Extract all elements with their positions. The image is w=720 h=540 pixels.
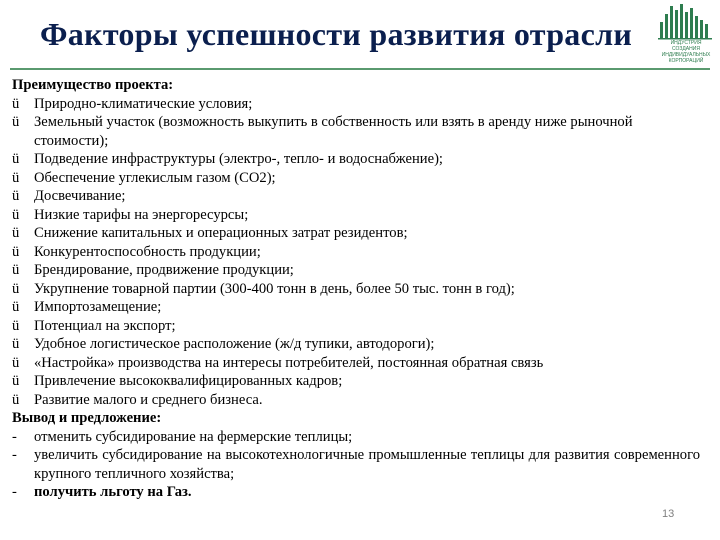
dash-marker: - <box>12 428 17 445</box>
checkmark-icon: ü <box>12 169 20 186</box>
checkmark-icon: ü <box>12 243 20 260</box>
company-logo <box>654 2 718 66</box>
advantage-item <box>12 317 700 336</box>
advantage-item <box>12 354 700 373</box>
checkmark-icon: ü <box>12 299 20 315</box>
checkmark-icon: ü <box>12 373 20 389</box>
dash-marker: - <box>12 447 17 463</box>
checkmark-icon: ü <box>12 262 20 278</box>
building-bars-icon <box>654 2 718 40</box>
advantage-item <box>12 372 700 391</box>
checkmark-icon: ü <box>12 336 20 352</box>
advantage-text: Досвечивание; <box>34 188 126 204</box>
logo-caption <box>654 40 718 64</box>
advantage-item <box>12 261 700 280</box>
conclusion-heading: Вывод и предложение: <box>12 410 162 426</box>
slide-title: Факторы успешности развития отрасли <box>40 16 633 52</box>
advantage-text: Природно-климатические условия; <box>34 95 253 112</box>
conclusion-text: увеличить субсидирование на высокотехнологичные промышленные теплицы для развития современного крупного тепличного хозяйства; <box>34 447 700 482</box>
logo-line: ИНДИВИДУАЛЬНЫХ <box>661 52 711 58</box>
advantage-item <box>12 150 700 169</box>
advantage-text: Потенциал на экспорт; <box>34 317 176 334</box>
logo-line: КОРПОРАЦИЙ <box>668 58 704 64</box>
advantage-text: Укрупнение товарной партии (300-400 тонн в день, более 50 тыс. тонн в год); <box>34 280 515 297</box>
conclusion-list <box>12 428 700 502</box>
checkmark-icon: ü <box>12 206 20 223</box>
slide-body <box>12 76 700 502</box>
advantage-item <box>12 169 700 188</box>
advantage-text: Снижение капитальных и операционных затрат резидентов; <box>34 225 408 241</box>
checkmark-icon: ü <box>12 114 20 130</box>
checkmark-icon: ü <box>12 188 20 204</box>
advantage-text: Импортозамещение; <box>34 299 162 315</box>
advantage-text: Привлечение высококвалифицированных кадров; <box>34 373 343 389</box>
checkmark-icon: ü <box>12 354 20 371</box>
logo-line: ИНДУСТРИЯ <box>670 40 702 46</box>
advantage-text: Развитие малого и среднего бизнеса. <box>34 391 263 408</box>
advantage-item <box>12 298 700 317</box>
advantage-item <box>12 335 700 354</box>
advantage-item <box>12 95 700 114</box>
advantages-heading: Преимущество проекта: <box>12 77 174 93</box>
dash-marker: - <box>12 484 17 500</box>
advantage-text: Удобное логистическое расположение (ж/д тупики, автодороги); <box>34 336 435 352</box>
advantage-text: «Настройка» производства на интересы потребителей, постоянная обратная связь <box>34 354 544 371</box>
advantage-item <box>12 391 700 410</box>
conclusion-item <box>12 483 700 502</box>
advantage-item <box>12 206 700 225</box>
conclusion-item <box>12 446 700 483</box>
conclusion-text: отменить субсидирование на фермерские теплицы; <box>34 428 353 445</box>
advantage-text: Подведение инфраструктуры (электро-, тепло- и водоснабжение); <box>34 151 443 167</box>
advantage-text: Брендирование, продвижение продукции; <box>34 262 294 278</box>
advantage-text: Земельный участок (возможность выкупить в собственность или взять в аренду ниже рыночной стоимости); <box>34 114 633 149</box>
advantage-text: Конкурентоспособность продукции; <box>34 243 261 260</box>
advantage-item <box>12 113 700 150</box>
title-divider <box>10 68 710 70</box>
checkmark-icon: ü <box>12 95 20 112</box>
conclusion-text: получить льготу на Газ. <box>34 484 192 500</box>
checkmark-icon: ü <box>12 225 20 241</box>
advantage-item <box>12 224 700 243</box>
advantage-text: Обеспечение углекислым газом (СО2); <box>34 169 276 186</box>
logo-line: СОЗДАНИЯ <box>672 46 700 52</box>
checkmark-icon: ü <box>12 391 20 408</box>
advantages-list <box>12 95 700 410</box>
page-number: 13 <box>662 508 675 520</box>
checkmark-icon: ü <box>12 317 20 334</box>
advantage-item <box>12 243 700 262</box>
advantage-item <box>12 280 700 299</box>
advantage-item <box>12 187 700 206</box>
checkmark-icon: ü <box>12 151 20 167</box>
checkmark-icon: ü <box>12 280 20 297</box>
advantage-text: Низкие тарифы на энергоресурсы; <box>34 206 249 223</box>
conclusion-item <box>12 428 700 447</box>
